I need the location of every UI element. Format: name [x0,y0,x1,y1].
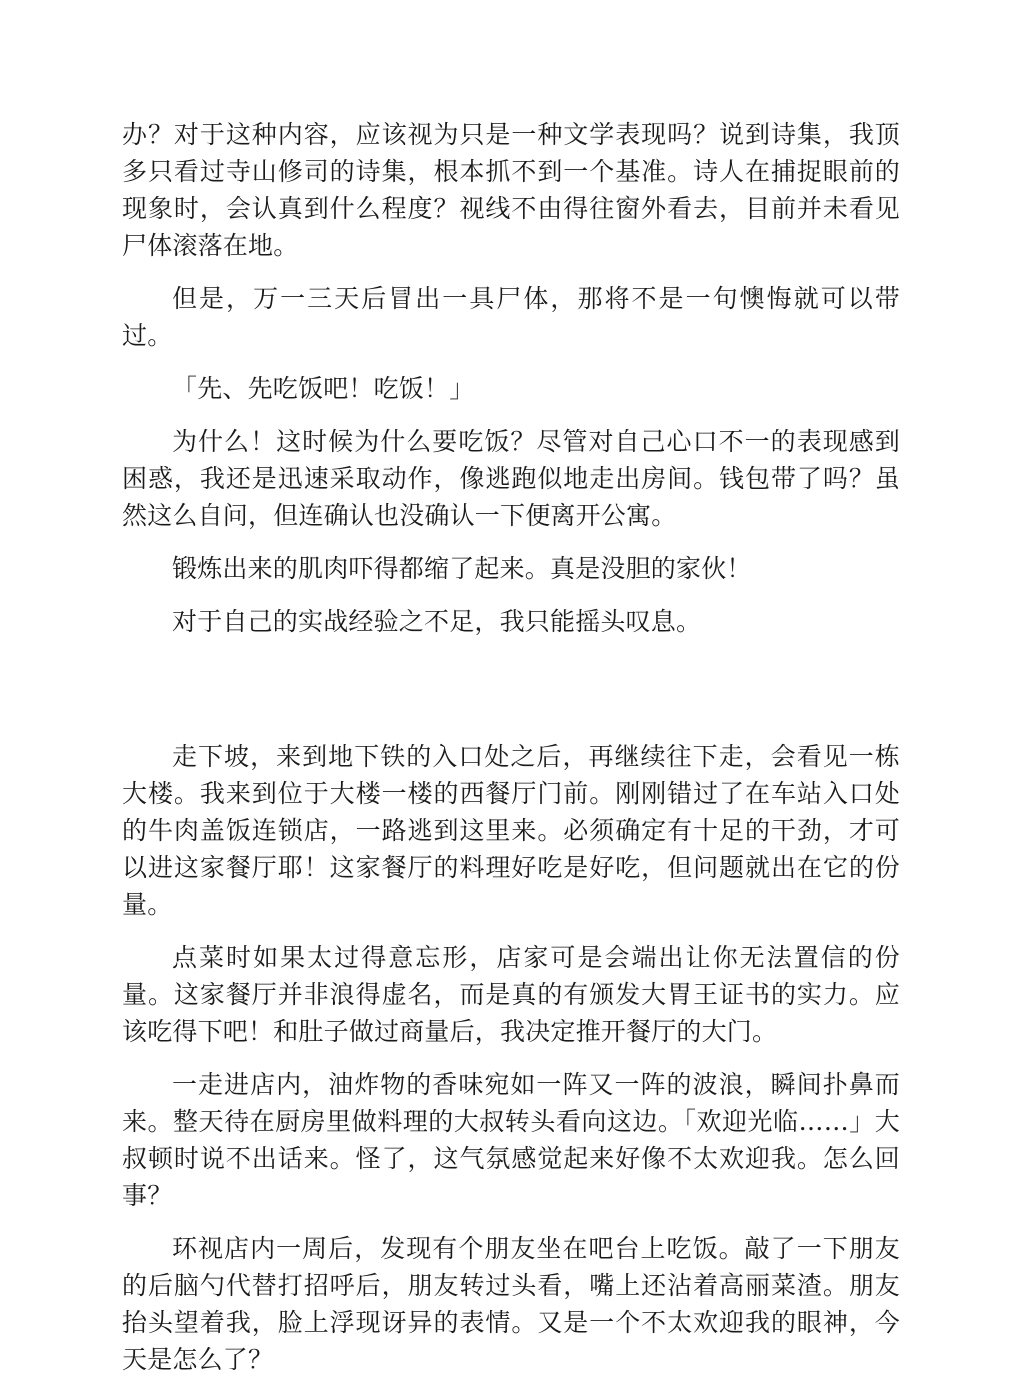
paragraph: 为什么！这时候为什么要吃饭？尽管对自己心口不一的表现感到困惑，我还是迅速采取动作，像逃跑似地走出房间。钱包带了吗？虽然这么自问，但连确认也没确认一下便离开公寓。 [122,427,900,530]
dialogue-line: 「先、先吃饭吧！吃饭！」 [172,374,475,403]
paragraph: 一走进店内，油炸物的香味宛如一阵又一阵的波浪，瞬间扑鼻而来。整天待在厨房里做料理的大叔转头看向这边。「欢迎光临……」大叔顿时说不出话来。怪了，这气氛感觉起来好像不太欢迎我。怎么回事？ [122,1070,900,1210]
paragraph: 环视店内一周后，发现有个朋友坐在吧台上吃饭。敲了一下朋友的后脑勺代替打招呼后，朋友转过头看，嘴上还沾着高丽菜渣。朋友抬头望着我，脸上浮现讶异的表情。又是一个不太欢迎我的眼神，今天是怎么了？ [122,1234,900,1374]
paragraph: 点菜时如果太过得意忘形，店家可是会端出让你无法置信的份量。这家餐厅并非浪得虚名，而是真的有颁发大胃王证书的实力。应该吃得下吧！和肚子做过商量后，我决定推开餐厅的大门。 [122,943,900,1046]
paragraph: 但是，万一三天后冒出一具尸体，那将不是一句懊悔就可以带过。 [122,284,900,350]
paragraph: 对于自己的实战经验之不足，我只能摇头叹息。 [172,607,702,636]
paragraph: 锻炼出来的肌肉吓得都缩了起来。真是没胆的家伙！ [172,554,752,583]
paragraph-continued: 办？对于这种内容，应该视为只是一种文学表现吗？说到诗集，我顶多只看过寺山修司的诗集，根本抓不到一个基准。诗人在捕捉眼前的现象时，会认真到什么程度？视线不由得往窗外看去，目前并未看见尸体滚落在地。 [122,120,900,260]
paragraph: 走下坡，来到地下铁的入口处之后，再继续往下走，会看见一栋大楼。我来到位于大楼一楼的西餐厅门前。刚刚错过了在车站入口处的牛肉盖饭连锁店，一路逃到这里来。必须确定有十足的干劲，才可以进这家餐厅耶！这家餐厅的料理好吃是好吃，但问题就出在它的份量。 [122,742,900,919]
section-break [122,640,900,738]
document-page [122,116,900,1378]
